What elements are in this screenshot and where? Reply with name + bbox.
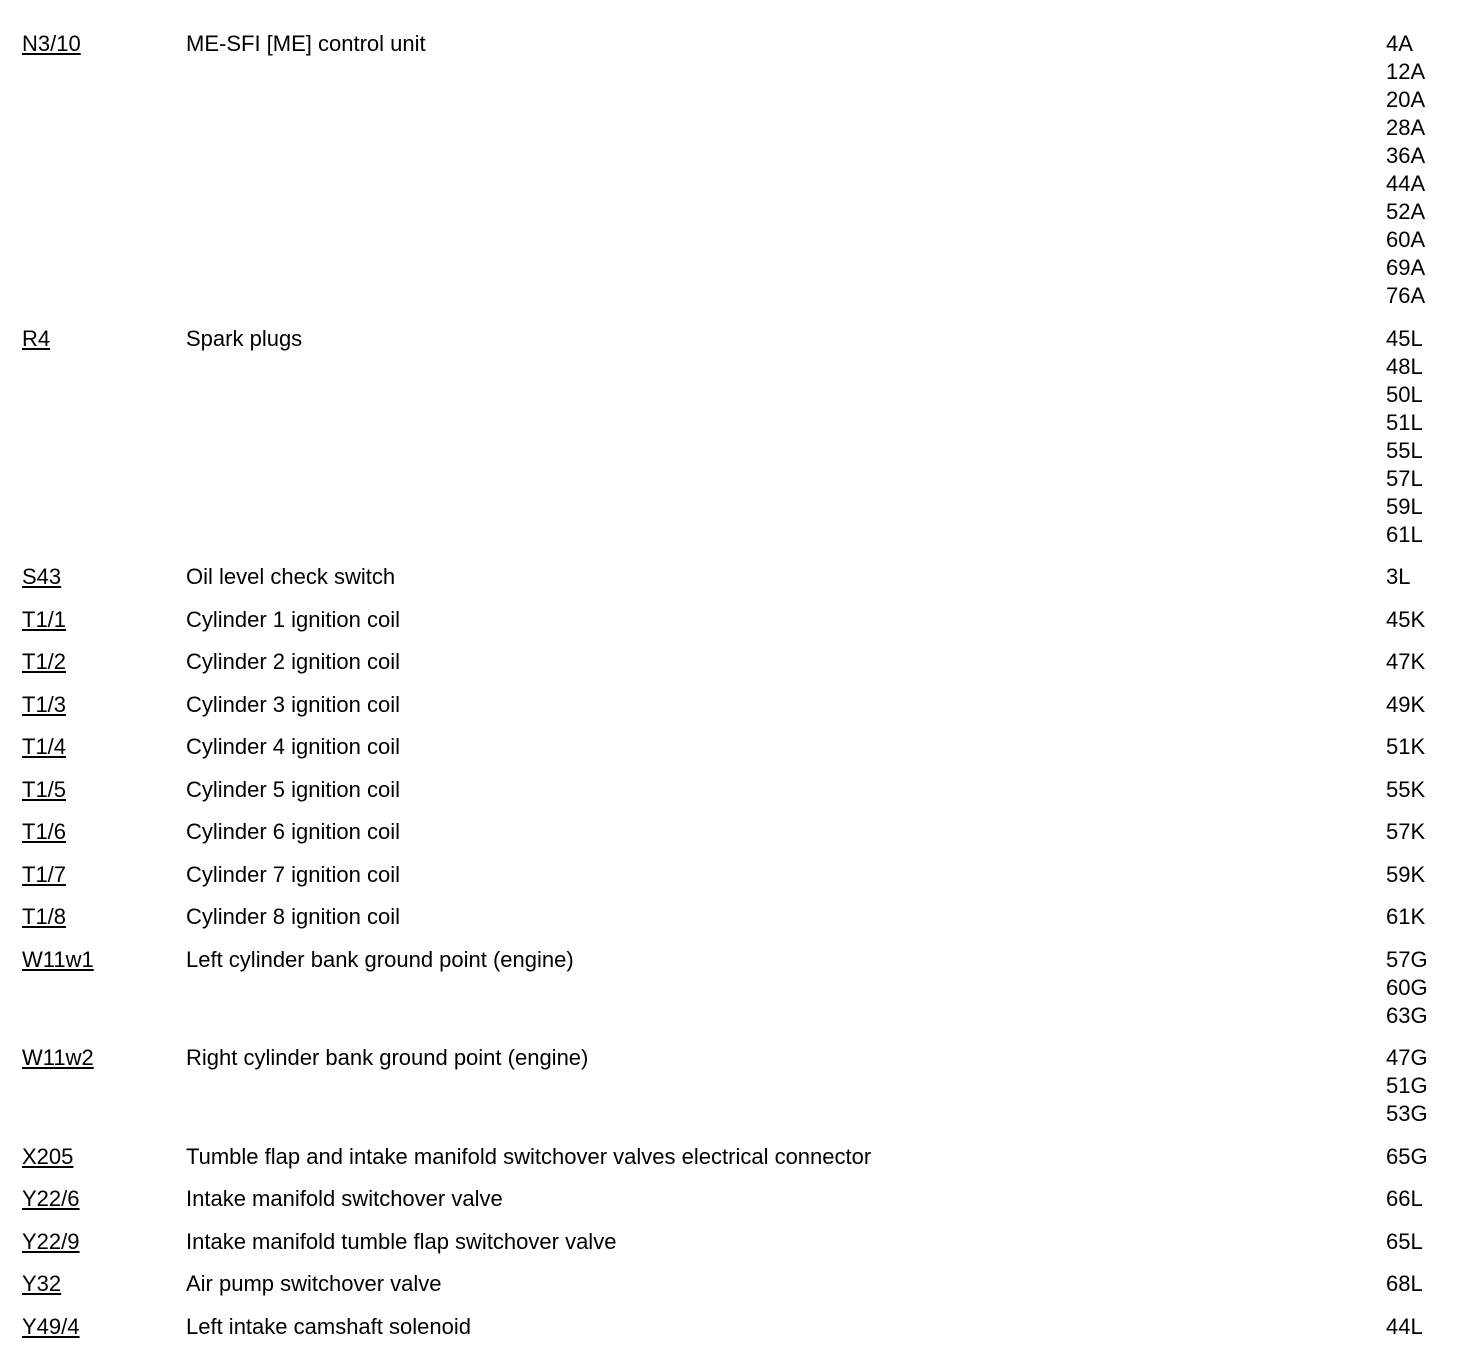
component-code-link[interactable]: T1/4 <box>22 734 67 759</box>
legend-row <box>22 1270 1452 1298</box>
component-description: ME-SFI [ME] control unit <box>186 31 426 56</box>
component-description: Intake manifold tumble flap switchover valve <box>186 1228 617 1254</box>
grid-location: 65G <box>1386 1143 1428 1169</box>
grid-location: 55L <box>1386 437 1423 463</box>
legend-row <box>22 1185 1452 1213</box>
grid-location: 68L <box>1386 1271 1423 1296</box>
component-code-link[interactable]: T1/5 <box>22 776 67 802</box>
component-code-link[interactable]: Y32 <box>22 1271 62 1296</box>
component-description: Cylinder 6 ignition coil <box>186 819 400 844</box>
grid-locations <box>1386 1143 1452 1171</box>
component-code-link[interactable]: Y22/9 <box>22 1228 80 1254</box>
grid-location: 3L <box>1386 564 1411 589</box>
component-description: Cylinder 1 ignition coil <box>186 606 400 632</box>
grid-locations <box>1386 861 1452 889</box>
legend-row <box>22 563 1452 591</box>
component-description: Cylinder 4 ignition coil <box>186 734 400 759</box>
legend-row <box>22 1313 1452 1341</box>
legend-row <box>22 648 1452 676</box>
component-code-link[interactable]: T1/2 <box>22 649 67 674</box>
grid-location: 44L <box>1386 1313 1423 1339</box>
grid-locations <box>1386 563 1452 591</box>
component-code-link[interactable]: T1/3 <box>22 691 67 717</box>
grid-locations <box>1386 30 1452 310</box>
component-code-link[interactable]: T1/7 <box>22 861 67 887</box>
component-description: Cylinder 7 ignition coil <box>186 861 400 887</box>
legend-row <box>22 1143 1452 1171</box>
component-code-link[interactable]: R4 <box>22 325 51 351</box>
grid-location: 61K <box>1386 904 1426 929</box>
legend-row <box>22 691 1452 719</box>
component-description: Oil level check switch <box>186 564 396 589</box>
legend-row <box>22 325 1452 549</box>
grid-location: 65L <box>1386 1228 1423 1254</box>
component-code-link[interactable]: T1/8 <box>22 904 67 929</box>
component-description: Right cylinder bank ground point (engine) <box>186 1045 589 1070</box>
component-code-link[interactable]: N3/10 <box>22 31 81 56</box>
legend-row <box>22 1044 1452 1128</box>
grid-location: 57L <box>1386 465 1423 491</box>
grid-location: 36A <box>1386 143 1426 168</box>
component-code-link[interactable]: S43 <box>22 564 62 589</box>
grid-locations <box>1386 946 1452 1030</box>
grid-locations <box>1386 1270 1452 1298</box>
grid-locations <box>1386 606 1452 634</box>
grid-location: 28A <box>1386 115 1426 140</box>
grid-locations <box>1386 903 1452 931</box>
legend-row <box>22 1228 1452 1256</box>
component-description: Left intake camshaft solenoid <box>186 1313 471 1339</box>
component-description: Air pump switchover valve <box>186 1271 442 1296</box>
grid-location: 48L <box>1386 353 1423 379</box>
grid-location: 51G <box>1386 1073 1428 1098</box>
grid-location: 49K <box>1386 691 1426 717</box>
grid-locations <box>1386 648 1452 676</box>
grid-location: 63G <box>1386 1002 1428 1028</box>
component-description: Cylinder 3 ignition coil <box>186 691 400 717</box>
grid-location: 47K <box>1386 649 1426 674</box>
component-description: Cylinder 5 ignition coil <box>186 776 400 802</box>
legend-row <box>22 30 1452 310</box>
grid-location: 44A <box>1386 171 1426 196</box>
component-code-link[interactable]: W11w1 <box>22 946 94 972</box>
component-description: Left cylinder bank ground point (engine) <box>186 946 574 972</box>
component-code-link[interactable]: T1/6 <box>22 819 67 844</box>
grid-location: 51L <box>1386 409 1423 435</box>
grid-location: 59L <box>1386 493 1423 519</box>
component-legend <box>22 30 1452 1355</box>
legend-row <box>22 903 1452 931</box>
grid-locations <box>1386 691 1452 719</box>
legend-row <box>22 946 1452 1030</box>
component-description: Cylinder 2 ignition coil <box>186 649 400 674</box>
grid-location: 45K <box>1386 606 1426 632</box>
grid-location: 12A <box>1386 59 1426 84</box>
grid-location: 45L <box>1386 325 1423 351</box>
grid-location: 47G <box>1386 1045 1428 1070</box>
grid-location: 51K <box>1386 734 1426 759</box>
component-description: Spark plugs <box>186 325 303 351</box>
component-code-link[interactable]: T1/1 <box>22 606 67 632</box>
grid-locations <box>1386 1185 1452 1213</box>
grid-location: 55K <box>1386 776 1426 802</box>
grid-location: 61L <box>1386 521 1423 547</box>
component-description: Intake manifold switchover valve <box>186 1186 503 1211</box>
grid-location: 60A <box>1386 227 1426 252</box>
grid-location: 57K <box>1386 819 1426 844</box>
grid-location: 52A <box>1386 199 1426 224</box>
legend-row <box>22 776 1452 804</box>
grid-location: 66L <box>1386 1186 1423 1211</box>
component-code-link[interactable]: W11w2 <box>22 1045 94 1070</box>
grid-location: 20A <box>1386 87 1426 112</box>
component-description: Cylinder 8 ignition coil <box>186 904 400 929</box>
legend-row <box>22 818 1452 846</box>
grid-location: 69A <box>1386 255 1426 280</box>
grid-location: 53G <box>1386 1101 1428 1126</box>
grid-location: 57G <box>1386 946 1428 972</box>
grid-locations <box>1386 1228 1452 1256</box>
grid-locations <box>1386 733 1452 761</box>
legend-row <box>22 733 1452 761</box>
grid-location: 50L <box>1386 381 1423 407</box>
grid-locations <box>1386 776 1452 804</box>
grid-locations <box>1386 325 1452 549</box>
grid-location: 4A <box>1386 31 1413 56</box>
grid-locations <box>1386 818 1452 846</box>
grid-locations <box>1386 1044 1452 1128</box>
component-code-link[interactable]: Y49/4 <box>22 1313 80 1339</box>
grid-location: 60G <box>1386 974 1428 1000</box>
component-code-link[interactable]: X205 <box>22 1143 74 1169</box>
component-description: Tumble flap and intake manifold switchover valves electrical connector <box>186 1143 872 1169</box>
grid-locations <box>1386 1313 1452 1341</box>
component-code-link[interactable]: Y22/6 <box>22 1186 80 1211</box>
legend-row <box>22 861 1452 889</box>
grid-location: 76A <box>1386 283 1426 308</box>
legend-row <box>22 606 1452 634</box>
grid-location: 59K <box>1386 861 1426 887</box>
